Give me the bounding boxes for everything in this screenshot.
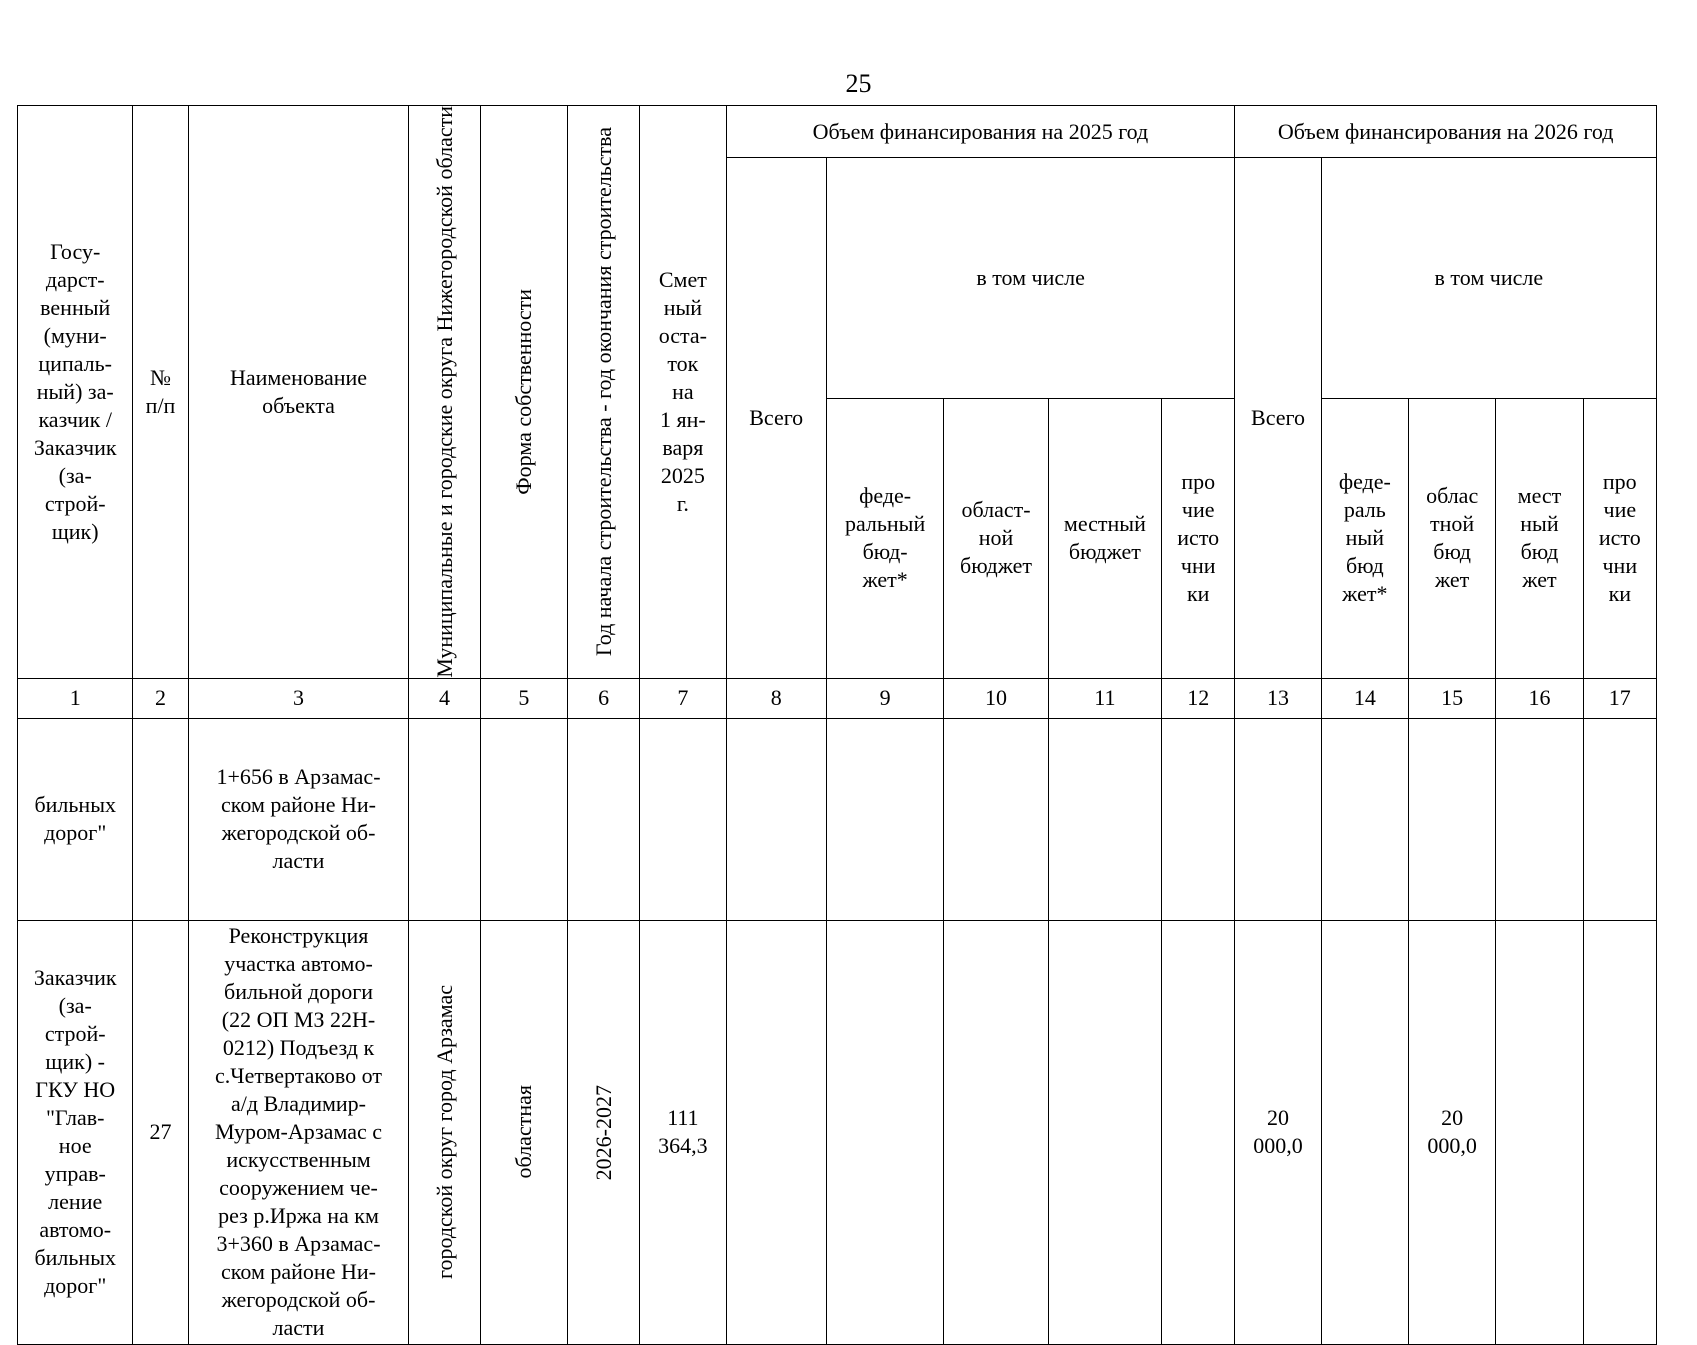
row-municipal: городской округ город Арзамас [431, 985, 457, 1280]
column-number: 7 [640, 678, 726, 718]
header-customer: Госу- дарст- венный (муни- ципаль- ный) за- казчик / Заказчик (за- строй- щик) [18, 106, 133, 679]
row-years: 2026-2027 [590, 1084, 616, 1180]
row-other-2025 [1162, 718, 1235, 920]
header-other-2026: про чие исто чни ки [1583, 398, 1656, 678]
table-row [18, 718, 1657, 920]
header-years-cell [567, 106, 639, 679]
column-number: 4 [409, 678, 480, 718]
row-regional-2026 [1408, 718, 1495, 920]
column-number: 17 [1583, 678, 1656, 718]
header-federal-2025: феде- ральный бюд- жет* [826, 398, 943, 678]
row-other-2026 [1583, 718, 1656, 920]
row-local-2026 [1496, 920, 1583, 1344]
header-total-2025: Всего [726, 158, 826, 679]
row-federal-2025 [826, 718, 943, 920]
header-estimate: Смет ный оста- ток на 1 ян- варя 2025 г. [640, 106, 726, 679]
column-number: 15 [1408, 678, 1495, 718]
column-number: 5 [480, 678, 567, 718]
column-number: 10 [944, 678, 1048, 718]
row-local-2026 [1496, 718, 1583, 920]
row-num [133, 718, 188, 920]
header-other-2025: про чие исто чни ки [1162, 398, 1235, 678]
row-ownership: областная [510, 1085, 536, 1179]
header-funding-2025: Объем финансирования на 2025 год [726, 106, 1235, 158]
row-total-2026 [1235, 718, 1321, 920]
row-municipal-cell [409, 920, 480, 1344]
header-ownership-cell [480, 106, 567, 679]
row-regional-2025 [944, 718, 1048, 920]
column-numbers-row [18, 678, 1657, 718]
header-regional-2026: облас тной бюд жет [1408, 398, 1495, 678]
column-number: 16 [1496, 678, 1583, 718]
header-including-2026: в том числе [1321, 158, 1656, 399]
column-number: 6 [567, 678, 639, 718]
row-federal-2025 [826, 920, 943, 1344]
column-number: 14 [1321, 678, 1408, 718]
header-local-2025: местный бюджет [1048, 398, 1161, 678]
row-ownership-cell [480, 920, 567, 1344]
page-number: 25 [845, 69, 872, 98]
funding-table [17, 105, 1657, 1345]
row-federal-2026 [1321, 718, 1408, 920]
row-total-2026: 20 000,0 [1235, 920, 1321, 1344]
column-number: 2 [133, 678, 188, 718]
table-row [18, 920, 1657, 1344]
header-total-2026: Всего [1235, 158, 1321, 679]
row-other-2026 [1583, 920, 1656, 1344]
row-object-name: 1+656 в Арзамас- ском районе Ни- жегородской об- ласти [188, 718, 409, 920]
column-number: 9 [826, 678, 943, 718]
row-years-cell [567, 920, 639, 1344]
column-number: 11 [1048, 678, 1161, 718]
header-federal-2026: феде- раль ный бюд жет* [1321, 398, 1408, 678]
row-total-2025 [726, 718, 826, 920]
row-estimate [640, 718, 726, 920]
row-customer: Заказчик (за- строй- щик) - ГКУ НО "Глав- ное управ- ление автомо- бильных дорог" [18, 920, 133, 1344]
row-customer: бильных дорог" [18, 718, 133, 920]
row-other-2025 [1162, 920, 1235, 1344]
column-number: 1 [18, 678, 133, 718]
header-including-2025: в том числе [826, 158, 1234, 399]
header-municipal-cell [409, 106, 480, 679]
header-regional-2025: област- ной бюджет [944, 398, 1048, 678]
header-num: № п/п [133, 106, 188, 679]
row-regional-2025 [944, 920, 1048, 1344]
header-funding-2026: Объем финансирования на 2026 год [1235, 106, 1657, 158]
row-municipal-cell [409, 718, 480, 920]
row-ownership-cell [480, 718, 567, 920]
header-object-name: Наименование объекта [188, 106, 409, 679]
row-local-2025 [1048, 718, 1161, 920]
row-local-2025 [1048, 920, 1161, 1344]
header-local-2026: мест ный бюд жет [1496, 398, 1583, 678]
row-object-name: Реконструкция участка автомо- бильной дороги (22 ОП МЗ 22Н- 0212) Подъезд к с.Четвертаково от а/д Владимир- Муром-Арзамас с искусственным сооружением че- рез р.Иржа на км 3+360 в Арзамас- ском районе Ни- жегородской об- ласти [188, 920, 409, 1344]
column-number: 13 [1235, 678, 1321, 718]
column-number: 3 [188, 678, 409, 718]
row-years-cell [567, 718, 639, 920]
row-regional-2026: 20 000,0 [1408, 920, 1495, 1344]
row-estimate: 111 364,3 [640, 920, 726, 1344]
row-total-2025 [726, 920, 826, 1344]
header-ownership: Форма собственности [510, 288, 536, 495]
column-number: 12 [1162, 678, 1235, 718]
header-row-1 [18, 106, 1657, 158]
header-years: Год начала строительства - год окончания строительства [590, 127, 616, 657]
header-municipal: Муниципальные и городские округа Нижегородской области [431, 106, 457, 678]
row-num: 27 [133, 920, 188, 1344]
row-federal-2026 [1321, 920, 1408, 1344]
column-number: 8 [726, 678, 826, 718]
